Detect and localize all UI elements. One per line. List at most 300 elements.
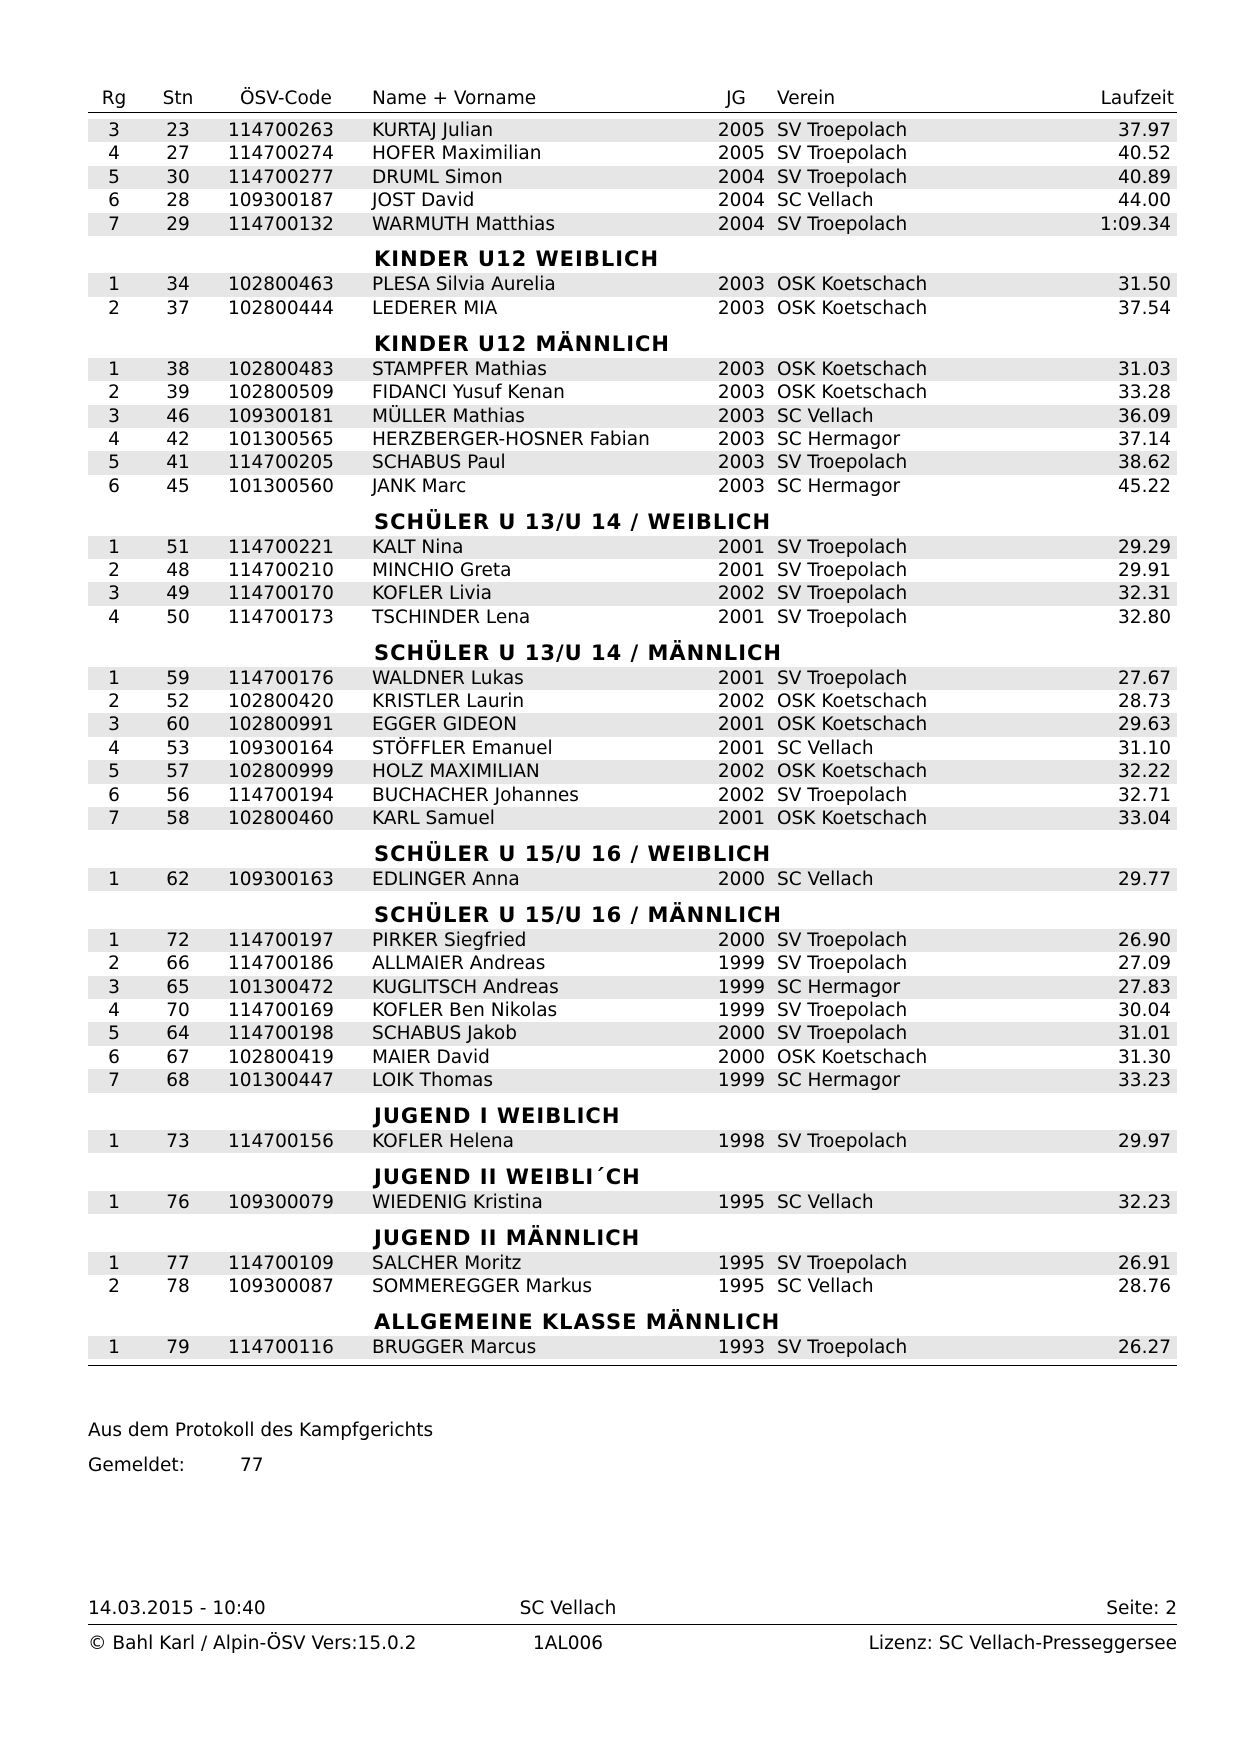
cell-name: WIEDENIG Kristina — [372, 1191, 543, 1213]
table-header — [88, 86, 1177, 113]
cell-name: TSCHINDER Lena — [372, 606, 531, 628]
cell-name: MINCHIO Greta — [372, 559, 512, 581]
table-row — [88, 451, 1177, 474]
footer-copyright: © Bahl Karl / Alpin-ÖSV Vers:15.0.2 — [88, 1633, 417, 1654]
table-row — [88, 1046, 1177, 1069]
cell-name: KUGLITSCH Andreas — [372, 976, 559, 998]
cell-time: 1:09.34 — [1100, 213, 1171, 235]
cell-name: PIRKER Siegfried — [372, 929, 527, 951]
footer-bottom — [88, 1633, 1177, 1657]
cell-club: OSK Koetschach — [777, 274, 928, 296]
cell-rank: 3 — [108, 405, 120, 427]
cell-osv-code: 102800460 — [228, 807, 334, 829]
table-row — [88, 1022, 1177, 1045]
cell-birth-year: 1999 — [717, 976, 765, 998]
cell-birth-year: 2001 — [717, 536, 765, 558]
cell-time: 28.76 — [1118, 1276, 1171, 1298]
category-title: JUGEND II MÄNNLICH — [374, 1225, 641, 1250]
cell-name: HOLZ MAXIMILIAN — [372, 761, 540, 783]
cell-birth-year: 2002 — [717, 691, 765, 713]
cell-birth-year: 2000 — [717, 1046, 765, 1068]
cell-birth-year: 2001 — [717, 606, 765, 628]
cell-osv-code: 114700109 — [228, 1252, 334, 1274]
category-title: SCHÜLER U 15/U 16 / MÄNNLICH — [374, 902, 782, 927]
cell-club: SC Hermagor — [777, 976, 901, 998]
cell-rank: 4 — [108, 428, 120, 450]
cell-birth-year: 2005 — [717, 120, 765, 141]
cell-osv-code: 101300472 — [228, 976, 334, 998]
cell-club: SV Troepolach — [777, 1023, 908, 1045]
header-name: Name + Vorname — [372, 88, 537, 109]
cell-birth-year: 1999 — [717, 999, 765, 1021]
cell-name: EGGER GIDEON — [372, 714, 517, 736]
cell-rank: 4 — [108, 999, 120, 1021]
cell-start-number: 37 — [166, 297, 190, 319]
cell-start-number: 79 — [166, 1337, 190, 1359]
cell-time: 30.04 — [1118, 999, 1171, 1021]
cell-birth-year: 1999 — [717, 953, 765, 975]
table-row — [88, 713, 1177, 736]
category-heading — [88, 1093, 1177, 1131]
header-stn: Stn — [162, 88, 194, 109]
cell-club: SV Troepolach — [777, 583, 908, 605]
cell-time: 33.23 — [1118, 1070, 1171, 1092]
cell-club: SC Hermagor — [777, 1070, 901, 1092]
table-row — [88, 559, 1177, 582]
cell-name: JOST David — [372, 190, 475, 212]
cell-club: SC Vellach — [777, 1276, 874, 1298]
cell-birth-year: 2003 — [717, 382, 765, 404]
cell-osv-code: 101300447 — [228, 1070, 334, 1092]
cell-time: 27.09 — [1118, 953, 1171, 975]
cell-osv-code: 102800483 — [228, 358, 334, 380]
cell-start-number: 28 — [166, 190, 190, 212]
cell-club: SC Vellach — [777, 868, 874, 890]
cell-birth-year: 2004 — [717, 190, 765, 212]
cell-osv-code: 102800444 — [228, 297, 334, 319]
cell-name: KRISTLER Laurin — [372, 691, 525, 713]
cell-time: 26.90 — [1118, 929, 1171, 951]
category-title: KINDER U12 MÄNNLICH — [374, 331, 670, 356]
cell-time: 32.71 — [1118, 784, 1171, 806]
cell-time: 32.31 — [1118, 583, 1171, 605]
cell-osv-code: 102800509 — [228, 382, 334, 404]
cell-osv-code: 109300087 — [228, 1276, 334, 1298]
cell-rank: 1 — [108, 1131, 120, 1152]
table-row — [88, 1275, 1177, 1298]
cell-time: 29.97 — [1118, 1131, 1171, 1152]
cell-club: SC Hermagor — [777, 475, 901, 497]
cell-rank: 7 — [108, 807, 120, 829]
cell-start-number: 58 — [166, 807, 190, 829]
cell-start-number: 56 — [166, 784, 190, 806]
cell-name: JANK Marc — [372, 475, 467, 497]
cell-birth-year: 1993 — [717, 1337, 765, 1359]
cell-club: OSK Koetschach — [777, 761, 928, 783]
footer-club: SC Vellach — [519, 1598, 617, 1619]
category-heading — [88, 498, 1177, 536]
cell-name: SOMMEREGGER Markus — [372, 1276, 592, 1298]
gemeldet-line — [88, 1455, 433, 1476]
cell-name: PLESA Silvia Aurelia — [372, 274, 556, 296]
cell-name: MÜLLER Mathias — [372, 405, 525, 427]
cell-time: 32.22 — [1118, 761, 1171, 783]
cell-osv-code: 109300181 — [228, 405, 334, 427]
cell-start-number: 46 — [166, 405, 190, 427]
cell-name: SCHABUS Paul — [372, 452, 506, 474]
cell-osv-code: 101300560 — [228, 475, 334, 497]
cell-name: ALLMAIER Andreas — [372, 953, 546, 975]
cell-club: SV Troepolach — [777, 1131, 908, 1152]
cell-name: KOFLER Ben Nikolas — [372, 999, 558, 1021]
cell-birth-year: 2003 — [717, 297, 765, 319]
cell-club: SV Troepolach — [777, 120, 908, 141]
cell-osv-code: 102800419 — [228, 1046, 334, 1068]
cell-club: SC Hermagor — [777, 428, 901, 450]
cell-name: FIDANCI Yusuf Kenan — [372, 382, 565, 404]
table-row — [88, 929, 1177, 952]
cell-birth-year: 2005 — [717, 143, 765, 165]
cell-osv-code: 102800991 — [228, 714, 334, 736]
cell-rank: 2 — [108, 953, 120, 975]
table-row — [88, 428, 1177, 451]
header-rg: Rg — [101, 88, 127, 109]
cell-start-number: 59 — [166, 667, 190, 689]
cell-rank: 1 — [108, 358, 120, 380]
cell-club: SV Troepolach — [777, 784, 908, 806]
cell-time: 27.67 — [1118, 667, 1171, 689]
cell-osv-code: 114700132 — [228, 213, 334, 235]
table-row — [88, 1336, 1177, 1359]
cell-time: 32.23 — [1118, 1191, 1171, 1213]
cell-birth-year: 2004 — [717, 213, 765, 235]
results-table — [88, 86, 1177, 1366]
cell-birth-year: 2003 — [717, 475, 765, 497]
header-jg: JG — [726, 88, 746, 109]
category-heading — [88, 629, 1177, 667]
footer-top — [88, 1598, 1177, 1622]
cell-start-number: 73 — [166, 1131, 190, 1152]
cell-name: LEDERER MIA — [372, 297, 498, 319]
cell-osv-code: 109300079 — [228, 1191, 334, 1213]
cell-start-number: 77 — [166, 1252, 190, 1274]
cell-start-number: 60 — [166, 714, 190, 736]
cell-name: STÖFFLER Emanuel — [372, 737, 553, 759]
cell-start-number: 64 — [166, 1023, 190, 1045]
cell-club: SV Troepolach — [777, 929, 908, 951]
category-title: SCHÜLER U 13/U 14 / WEIBLICH — [374, 509, 772, 534]
cell-rank: 1 — [108, 929, 120, 951]
cell-osv-code: 114700198 — [228, 1023, 334, 1045]
cell-club: SV Troepolach — [777, 953, 908, 975]
cell-start-number: 53 — [166, 737, 190, 759]
cell-time: 40.52 — [1118, 143, 1171, 165]
cell-birth-year: 2001 — [717, 714, 765, 736]
cell-time: 33.28 — [1118, 382, 1171, 404]
table-row — [88, 1069, 1177, 1092]
cell-start-number: 66 — [166, 953, 190, 975]
cell-birth-year: 1995 — [717, 1276, 765, 1298]
cell-start-number: 27 — [166, 143, 190, 165]
table-row — [88, 582, 1177, 605]
cell-time: 26.27 — [1118, 1337, 1171, 1359]
cell-osv-code: 102800463 — [228, 274, 334, 296]
cell-rank: 1 — [108, 274, 120, 296]
cell-start-number: 30 — [166, 166, 190, 188]
cell-time: 29.91 — [1118, 559, 1171, 581]
cell-time: 45.22 — [1118, 475, 1171, 497]
table-row — [88, 119, 1177, 142]
cell-osv-code: 101300565 — [228, 428, 334, 450]
cell-rank: 3 — [108, 714, 120, 736]
table-row — [88, 606, 1177, 629]
category-title: JUGEND II WEIBLI´CH — [374, 1164, 641, 1189]
cell-name: KOFLER Helena — [372, 1131, 514, 1152]
cell-club: OSK Koetschach — [777, 382, 928, 404]
cell-osv-code: 114700186 — [228, 953, 334, 975]
cell-time: 29.63 — [1118, 714, 1171, 736]
cell-birth-year: 2001 — [717, 737, 765, 759]
cell-rank: 1 — [108, 1337, 120, 1359]
cell-rank: 2 — [108, 691, 120, 713]
table-row — [88, 737, 1177, 760]
cell-start-number: 42 — [166, 428, 190, 450]
cell-time: 38.62 — [1118, 452, 1171, 474]
cell-club: SC Vellach — [777, 737, 874, 759]
cell-start-number: 51 — [166, 536, 190, 558]
cell-name: HOFER Maximilian — [372, 143, 542, 165]
cell-name: BRUGGER Marcus — [372, 1337, 537, 1359]
protocol-notes — [88, 1420, 433, 1476]
cell-time: 31.01 — [1118, 1023, 1171, 1045]
cell-birth-year: 2001 — [717, 807, 765, 829]
cell-osv-code: 102800420 — [228, 691, 334, 713]
cell-start-number: 23 — [166, 120, 190, 141]
cell-name: WARMUTH Matthias — [372, 213, 556, 235]
cell-time: 36.09 — [1118, 405, 1171, 427]
cell-birth-year: 2003 — [717, 405, 765, 427]
cell-osv-code: 114700116 — [228, 1337, 334, 1359]
cell-rank: 7 — [108, 213, 120, 235]
footer-code: 1AL006 — [532, 1633, 604, 1654]
cell-start-number: 34 — [166, 274, 190, 296]
cell-start-number: 65 — [166, 976, 190, 998]
cell-birth-year: 1998 — [717, 1131, 765, 1152]
cell-name: SALCHER Moritz — [372, 1252, 522, 1274]
cell-name: MAIER David — [372, 1046, 490, 1068]
cell-club: SV Troepolach — [777, 536, 908, 558]
cell-rank: 6 — [108, 1046, 120, 1068]
cell-birth-year: 1999 — [717, 1070, 765, 1092]
cell-birth-year: 2002 — [717, 761, 765, 783]
cell-name: LOIK Thomas — [372, 1070, 494, 1092]
cell-osv-code: 114700170 — [228, 583, 334, 605]
gemeldet-label: Gemeldet: — [88, 1455, 185, 1476]
cell-start-number: 38 — [166, 358, 190, 380]
cell-rank: 5 — [108, 761, 120, 783]
cell-birth-year: 2004 — [717, 166, 765, 188]
footer-divider — [88, 1624, 1177, 1625]
cell-rank: 4 — [108, 737, 120, 759]
cell-rank: 6 — [108, 475, 120, 497]
table-row — [88, 1252, 1177, 1275]
cell-start-number: 78 — [166, 1276, 190, 1298]
category-title: JUGEND I WEIBLICH — [374, 1104, 621, 1128]
cell-start-number: 39 — [166, 382, 190, 404]
cell-start-number: 52 — [166, 691, 190, 713]
cell-rank: 2 — [108, 382, 120, 404]
cell-name: DRUML Simon — [372, 166, 503, 188]
cell-osv-code: 114700197 — [228, 929, 334, 951]
cell-rank: 5 — [108, 1023, 120, 1045]
header-verein: Verein — [777, 88, 836, 109]
cell-time: 37.97 — [1118, 120, 1171, 141]
table-row — [88, 976, 1177, 999]
table-row — [88, 475, 1177, 498]
result-groups — [88, 119, 1177, 1359]
cell-birth-year: 2001 — [717, 559, 765, 581]
cell-start-number: 45 — [166, 475, 190, 497]
cell-rank: 3 — [108, 120, 120, 141]
cell-birth-year: 2000 — [717, 1023, 765, 1045]
cell-start-number: 57 — [166, 761, 190, 783]
cell-club: SC Vellach — [777, 405, 874, 427]
cell-osv-code: 102800999 — [228, 761, 334, 783]
table-row — [88, 213, 1177, 236]
cell-birth-year: 1995 — [717, 1252, 765, 1274]
table-row — [88, 999, 1177, 1022]
cell-birth-year: 2003 — [717, 274, 765, 296]
category-title: KINDER U12 WEIBLICH — [374, 247, 660, 272]
gemeldet-value: 77 — [240, 1455, 264, 1476]
cell-time: 27.83 — [1118, 976, 1171, 998]
cell-time: 29.29 — [1118, 536, 1171, 558]
footer-datetime: 14.03.2015 - 10:40 — [88, 1598, 266, 1619]
cell-birth-year: 1995 — [717, 1191, 765, 1213]
cell-birth-year: 2003 — [717, 428, 765, 450]
cell-osv-code: 109300187 — [228, 190, 334, 212]
cell-name: SCHABUS Jakob — [372, 1023, 517, 1045]
cell-rank: 4 — [108, 606, 120, 628]
cell-rank: 1 — [108, 1252, 120, 1274]
cell-rank: 1 — [108, 1191, 120, 1213]
table-row — [88, 405, 1177, 428]
cell-time: 32.80 — [1118, 606, 1171, 628]
table-row — [88, 358, 1177, 381]
cell-osv-code: 114700221 — [228, 536, 334, 558]
cell-time: 31.30 — [1118, 1046, 1171, 1068]
cell-rank: 3 — [108, 583, 120, 605]
cell-rank: 4 — [108, 143, 120, 165]
table-row — [88, 297, 1177, 320]
cell-club: SV Troepolach — [777, 213, 908, 235]
cell-start-number: 41 — [166, 452, 190, 474]
cell-club: SV Troepolach — [777, 143, 908, 165]
cell-start-number: 29 — [166, 213, 190, 235]
cell-name: KURTAJ Julian — [372, 120, 494, 141]
cell-birth-year: 2003 — [717, 358, 765, 380]
cell-name: EDLINGER Anna — [372, 868, 520, 890]
category-heading — [88, 1153, 1177, 1191]
header-laufzeit: Laufzeit — [1100, 88, 1174, 109]
cell-time: 29.77 — [1118, 868, 1171, 890]
category-heading — [88, 1299, 1177, 1337]
table-row — [88, 142, 1177, 165]
cell-club: OSK Koetschach — [777, 807, 928, 829]
cell-start-number: 72 — [166, 929, 190, 951]
cell-club: SV Troepolach — [777, 1252, 908, 1274]
cell-osv-code: 114700156 — [228, 1131, 334, 1152]
cell-club: OSK Koetschach — [777, 691, 928, 713]
table-row — [88, 1130, 1177, 1153]
cell-time: 31.50 — [1118, 274, 1171, 296]
cell-start-number: 76 — [166, 1191, 190, 1213]
cell-start-number: 48 — [166, 559, 190, 581]
cell-rank: 1 — [108, 536, 120, 558]
cell-rank: 1 — [108, 667, 120, 689]
cell-time: 33.04 — [1118, 807, 1171, 829]
cell-birth-year: 2000 — [717, 929, 765, 951]
table-row — [88, 381, 1177, 404]
category-heading — [88, 830, 1177, 868]
cell-name: BUCHACHER Johannes — [372, 784, 579, 806]
table-row — [88, 1191, 1177, 1214]
cell-club: OSK Koetschach — [777, 714, 928, 736]
cell-rank: 5 — [108, 166, 120, 188]
table-row — [88, 760, 1177, 783]
cell-start-number: 50 — [166, 606, 190, 628]
table-row — [88, 690, 1177, 713]
cell-club: OSK Koetschach — [777, 297, 928, 319]
cell-club: SV Troepolach — [777, 559, 908, 581]
table-row — [88, 189, 1177, 212]
cell-osv-code: 114700210 — [228, 559, 334, 581]
cell-club: SV Troepolach — [777, 452, 908, 474]
cell-name: KARL Samuel — [372, 807, 495, 829]
table-row — [88, 667, 1177, 690]
cell-osv-code: 114700173 — [228, 606, 334, 628]
cell-club: SC Vellach — [777, 1191, 874, 1213]
category-heading — [88, 891, 1177, 929]
cell-rank: 2 — [108, 1276, 120, 1298]
cell-osv-code: 114700194 — [228, 784, 334, 806]
cell-osv-code: 114700274 — [228, 143, 334, 165]
footer-license: Lizenz: SC Vellach-Presseggersee — [868, 1633, 1177, 1654]
cell-name: HERZBERGER-HOSNER Fabian — [372, 428, 650, 450]
cell-birth-year: 2003 — [717, 452, 765, 474]
cell-name: KALT Nina — [372, 536, 464, 558]
table-end-line — [88, 1365, 1177, 1366]
cell-time: 40.89 — [1118, 166, 1171, 188]
cell-start-number: 68 — [166, 1070, 190, 1092]
cell-birth-year: 2000 — [717, 868, 765, 890]
cell-birth-year: 2002 — [717, 583, 765, 605]
cell-rank: 6 — [108, 784, 120, 806]
category-heading — [88, 236, 1177, 274]
cell-osv-code: 114700169 — [228, 999, 334, 1021]
category-title: ALLGEMEINE KLASSE MÄNNLICH — [374, 1310, 781, 1335]
header-osv-code: ÖSV-Code — [240, 88, 332, 109]
cell-time: 37.54 — [1118, 297, 1171, 319]
table-row — [88, 784, 1177, 807]
cell-club: SV Troepolach — [777, 606, 908, 628]
cell-osv-code: 114700277 — [228, 166, 334, 188]
protocol-heading: Aus dem Protokoll des Kampfgerichts — [88, 1420, 434, 1441]
cell-time: 44.00 — [1118, 190, 1171, 212]
table-row — [88, 807, 1177, 830]
category-title: SCHÜLER U 15/U 16 / WEIBLICH — [374, 841, 772, 866]
cell-club: SV Troepolach — [777, 166, 908, 188]
